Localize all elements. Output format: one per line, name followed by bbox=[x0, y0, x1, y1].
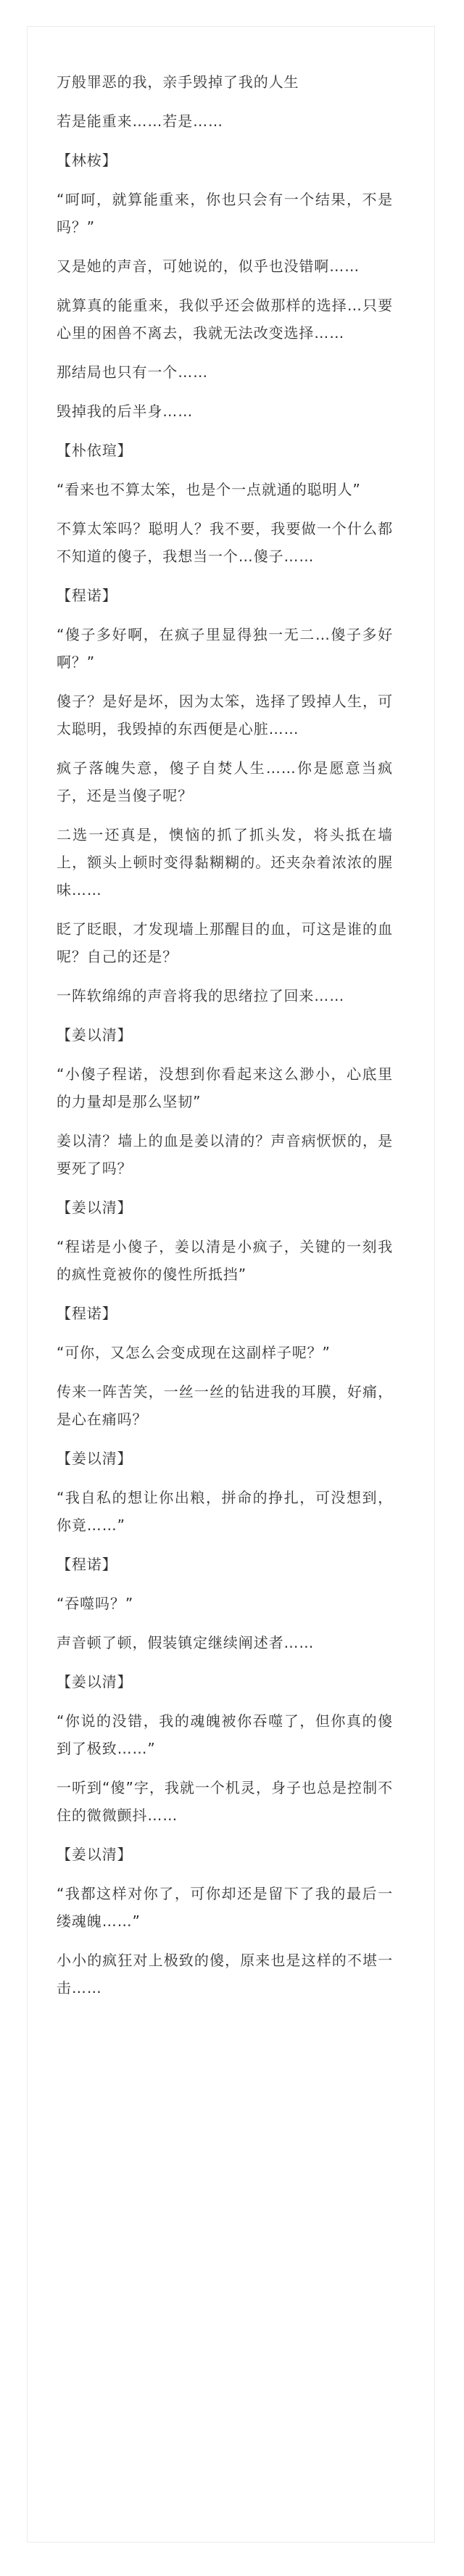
speaker-label: 【姜以清】 bbox=[57, 1026, 133, 1044]
paragraph-line: 传来一阵苦笑，一丝一丝的钻进我的耳膜，好痛，是心在痛吗？ bbox=[57, 1383, 393, 1428]
paragraph-line: 姜以清？墙上的血是姜以清的？声音病恹恹的，是要死了吗？ bbox=[57, 1132, 393, 1177]
paragraph-line: “我自私的想让你出粮，拼命的挣扎，可没想到，你竟……” bbox=[57, 1489, 393, 1534]
paragraph-line: 毁掉我的后半身…… bbox=[57, 402, 194, 420]
paragraph-line: 就算真的能重来，我似乎还会做那样的选择…只要心里的困兽不离去，我就无法改变选择…… bbox=[57, 297, 393, 342]
paragraph-line: 傻子？是好是坏，因为太笨，选择了毁掉人生，可太聪明，我毁掉的东西便是心脏…… bbox=[57, 693, 393, 738]
paragraph-line: “程诺是小傻子，姜以清是小疯子，关键的一刻我的疯性竟被你的傻性所抵挡” bbox=[57, 1238, 393, 1283]
speaker-label: 【姜以清】 bbox=[57, 1673, 133, 1690]
paragraph-line: 不算太笨吗？聪明人？我不要，我要做一个什么都不知道的傻子，我想当一个…傻子…… bbox=[57, 520, 393, 565]
paragraph-line: 声音顿了顿，假装镇定继续阐述者…… bbox=[57, 1634, 315, 1651]
speaker-label: 【林桉】 bbox=[57, 152, 117, 169]
paragraph-line: 若是能重来……若是…… bbox=[57, 112, 223, 130]
speaker-label: 【朴依瑄】 bbox=[57, 442, 133, 459]
paragraph-line: 又是她的声音，可她说的，似乎也没错啊…… bbox=[57, 257, 360, 275]
paragraph-line: “看来也不算太笨，也是个一点就通的聪明人” bbox=[57, 481, 361, 498]
speaker-label: 【姜以清】 bbox=[57, 1450, 133, 1467]
paragraph-line: 万般罪恶的我，亲手毁掉了我的人生 bbox=[57, 73, 299, 91]
paragraph-line: “小傻子程诺，没想到你看起来这么渺小，心底里的力量却是那么坚韧” bbox=[57, 1065, 393, 1110]
paragraph-line: “可你，又怎么会变成现在这副样子呢？” bbox=[57, 1344, 331, 1361]
speaker-label: 【姜以清】 bbox=[57, 1199, 133, 1216]
paragraph-line: 眨了眨眼，才发现墙上那醒目的血，可这是谁的血呢？自己的还是？ bbox=[57, 920, 393, 965]
paragraph-line: 一听到“傻”字，我就一个机灵，身子也总是控制不住的微微颤抖…… bbox=[57, 1779, 393, 1824]
speaker-label: 【程诺】 bbox=[57, 587, 117, 604]
paragraph-line: “傻子多好啊，在疯子里显得独一无二…傻子多好啊？” bbox=[57, 626, 393, 671]
speaker-label: 【程诺】 bbox=[57, 1305, 117, 1322]
article-body bbox=[57, 68, 393, 2013]
paragraph-line: 那结局也只有一个…… bbox=[57, 363, 208, 381]
paragraph-line: “你说的没错，我的魂魄被你吞噬了，但你真的傻到了极致……” bbox=[57, 1712, 393, 1757]
paragraph-line: 二选一还真是，懊恼的抓了抓头发，将头抵在墙上，额头上顿时变得黏糊糊的。还夹杂着浓浓的腥味…… bbox=[57, 826, 393, 899]
paragraph-line: 小小的疯狂对上极致的傻，原来也是这样的不堪一击…… bbox=[57, 1952, 393, 1997]
paragraph-line: 一阵软绵绵的声音将我的思绪拉了回来…… bbox=[57, 987, 345, 1004]
paragraph-line: 疯子落魄失意，傻子自焚人生……你是愿意当疯子，还是当傻子呢？ bbox=[57, 759, 393, 804]
paragraph-line: “呵呵，就算能重来，你也只会有一个结果，不是吗？” bbox=[57, 191, 393, 236]
paragraph-line: “吞噬吗？” bbox=[57, 1595, 134, 1612]
paragraph-line: “我都这样对你了，可你却还是留下了我的最后一缕魂魄……” bbox=[57, 1885, 393, 1930]
speaker-label: 【程诺】 bbox=[57, 1556, 117, 1573]
speaker-label: 【姜以清】 bbox=[57, 1846, 133, 1863]
